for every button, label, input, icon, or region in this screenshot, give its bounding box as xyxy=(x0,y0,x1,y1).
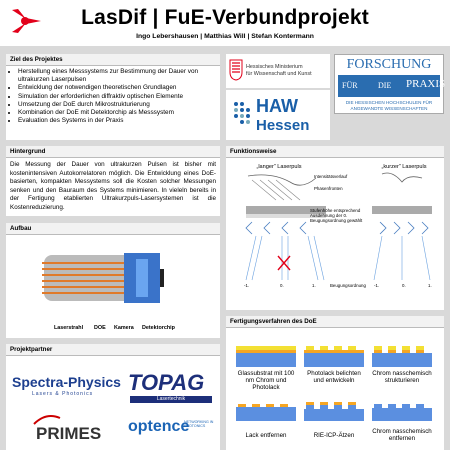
primes-text: PRIMES xyxy=(36,424,102,443)
funktionsweise-box xyxy=(226,146,444,310)
haw-hessen-logo xyxy=(226,90,330,140)
label-detektorchip: Detektorchip xyxy=(142,325,175,331)
optence-text: optence xyxy=(128,418,190,435)
optence-logo xyxy=(128,418,189,436)
order-axis-label: Beugungsordnung xyxy=(330,283,366,288)
ziel-heading: Ziel des Projektes xyxy=(6,54,220,66)
order-left-0: 0. xyxy=(280,283,284,288)
list-item: • Umsetzung der DoE durch Mikrostrukturierung xyxy=(18,101,216,109)
label-doe: DOE xyxy=(94,325,106,331)
order-right-1: 1. xyxy=(428,283,432,288)
order-right-m1: -1. xyxy=(374,283,380,288)
topag-sub: Lasertechnik xyxy=(130,396,212,403)
spectra-physics-sub: Lasers & Photonics xyxy=(32,391,94,397)
topag-logo xyxy=(128,370,204,396)
fertigung-step-3: Chrom nasschemisch strukturieren xyxy=(372,370,432,384)
forschung-praxis-logo xyxy=(334,54,444,114)
ministry-logo xyxy=(226,54,330,88)
spectra-physics-logo xyxy=(12,374,121,390)
ministry-name-line1: Hessisches Ministerium xyxy=(246,64,303,70)
praxis-text: PRAXIS xyxy=(406,78,446,90)
list-item: • Entwicklung der notwendigen theoretischen Grundlagen xyxy=(18,84,216,92)
hintergrund-text: Die Messung der Dauer von ultrakurzen Pulsen ist bisher mit kostenintensiven Autokorrelatoren möglich. Die Entwicklung eines DoE-basierten, kompakten Messystems soll die Kosten solcher Messungen senken und den Bauraum des Systems minimieren. In vieleln bereits in der Fertigung etablierten Ultrakurzpuls-Lasersystemen ist die Kostenreduzierung. xyxy=(10,161,216,211)
list-item: • Evaluation des Systems in der Praxis xyxy=(18,117,216,125)
poster-authors: Ingo Lebershausen | Matthias Will | Stefan Kontermann xyxy=(136,33,314,40)
poster-title: LasDif | FuE-Verbundprojekt xyxy=(81,6,369,29)
fuer-text: FÜR xyxy=(342,81,358,90)
projektpartner-heading: Projektpartner xyxy=(6,344,220,356)
aufbau-heading: Aufbau xyxy=(6,223,220,235)
ministry-name-line2: für Wissenschaft und Kunst xyxy=(246,71,312,77)
forschung-sub2: ANGEWANDTE WISSENSCHAFTEN xyxy=(350,106,428,111)
forschung-text: FORSCHUNG xyxy=(346,57,432,72)
fertigung-step-4: Lack entfernen xyxy=(245,432,287,439)
annot-phase: Phasenfronten xyxy=(314,186,343,191)
spectra-physics-text: Spectra-Physics xyxy=(12,374,121,390)
label-laserstrahl: Laserstrahl xyxy=(54,325,84,331)
ziel-box xyxy=(6,54,220,140)
order-left-1: 1. xyxy=(312,283,316,288)
fertigung-box xyxy=(226,316,444,450)
funktionsweise-heading: Funktionsweise xyxy=(226,146,444,158)
aufbau-diagram xyxy=(36,239,186,319)
primes-logo xyxy=(36,424,101,444)
fertigung-step-5: RIE-ICP-Ätzen xyxy=(313,432,355,439)
list-item: • Kombination der DoE mit Detektorchip als Messsystem xyxy=(18,109,216,117)
right-pulse-label: „kurzer“ Laserpuls xyxy=(381,164,427,170)
haw-text: HAW xyxy=(256,96,298,116)
fertigung-step-6: Chrom nasschemisch entfernen xyxy=(372,428,432,442)
header xyxy=(0,0,450,46)
fertigung-step-1: Glassubstrat mit 100 nm Chrom und Photolack xyxy=(237,370,295,391)
forschung-sub1: DIE HESSISCHEN HOCHSCHULEN FÜR xyxy=(345,100,433,105)
hessen-text: Hessen xyxy=(256,117,310,134)
die-text: DIE xyxy=(378,81,392,90)
ziel-list xyxy=(6,66,220,125)
aufbau-box xyxy=(6,223,220,338)
topag-text: TOPAG xyxy=(128,370,205,395)
fertigung-heading: Fertigungsverfahren des DoE xyxy=(226,316,444,328)
annot-step: Stufenhöhe entsprechend Ausdehnung der 0. Beugungsordnung gewählt xyxy=(310,208,363,223)
order-right-0: 0. xyxy=(402,283,406,288)
fertigung-step-2: Photolack belichten und entwickeln xyxy=(307,370,361,384)
left-pulse-label: „langer“ Laserpuls xyxy=(256,164,302,170)
annot-intensity: Intensitätsverlauf xyxy=(314,174,348,179)
hintergrund-heading: Hintergrund xyxy=(6,146,220,158)
list-item: • Simulation der erforderlichen diffraktiv optischen Elemente xyxy=(18,93,216,101)
forschung-band xyxy=(338,75,446,97)
list-item: • Herstellung eines Messsystems zur Bestimmung der Dauer von ultrakurzen Laserpulsen xyxy=(18,68,216,84)
optence-sub: NETWORKING IN PHOTONICS xyxy=(184,420,214,429)
hintergrund-box xyxy=(6,146,220,216)
haw-dots-icon xyxy=(232,100,252,130)
sponsor-logos xyxy=(226,54,444,140)
hessen-lion-icon xyxy=(229,59,243,81)
label-kamera: Kamera xyxy=(114,325,134,331)
order-left-m1: -1. xyxy=(244,283,250,288)
projektpartner-box xyxy=(6,344,220,450)
